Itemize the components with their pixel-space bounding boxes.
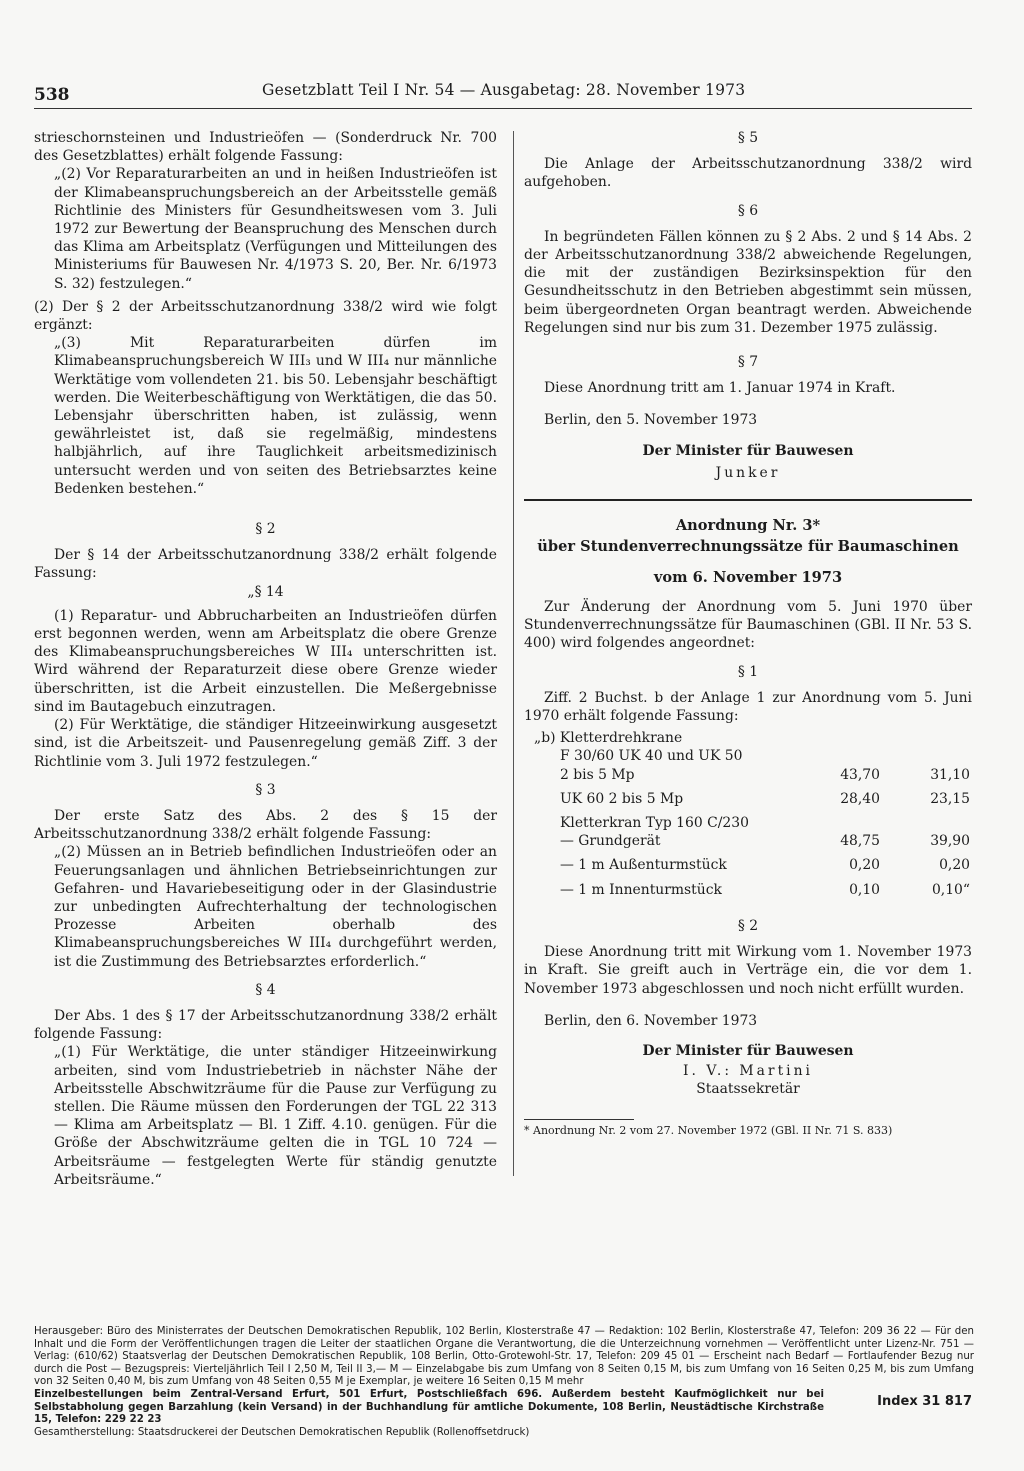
paragraph: Ziff. 2 Buchst. b der Anlage 1 zur Anordnung vom 5. Juni 1970 erhält folgende Fassung: [524, 689, 972, 725]
section-heading: § 2 [737, 917, 759, 934]
imprint-printer: Gesamtherstellung: Staatsdruckerei der Deutschen Demokratischen Republik (Rollenoffsetdruck) [34, 1426, 530, 1438]
imprint [34, 1326, 974, 1439]
table-row [534, 808, 970, 832]
table-row [534, 850, 970, 874]
page-number: 538 [34, 85, 70, 105]
section-heading: „§ 14 [247, 583, 284, 600]
date-line: Berlin, den 5. November 1973 [544, 412, 758, 429]
signatory-title: Der Minister für Bauwesen [642, 1042, 854, 1059]
footnote: * Anordnung Nr. 2 vom 27. November 1972 (GBl. II Nr. 71 S. 833) [524, 1123, 893, 1137]
section-heading: § 5 [737, 130, 759, 146]
table-cell: 28,40 [840, 790, 880, 807]
footnote-rule [524, 1119, 634, 1120]
table-cell: 23,15 [930, 790, 970, 807]
table-row [534, 729, 970, 747]
section-rule [524, 499, 972, 501]
page-header-title: Gesetzblatt Teil I Nr. 54 — Ausgabetag: 28. November 1973 [262, 81, 746, 99]
section-heading: § 2 [255, 521, 276, 538]
table-row [534, 784, 970, 808]
rates-table [534, 729, 970, 899]
quoted-paragraph: „(2) Vor Reparaturarbeiten an und in heißen Industrieöfen ist der Klimabeanspruchungsbereich an der Arbeitsstelle gemäß Richtlinie des Ministers für Gesundheitswesen vom 3. Juli 1972 zur Bewertung der Beanspruchung des Menschen durch das Klima am Arbeitsplatz (Verfügungen und Mitteilungen des Ministeriums für Bauwesen Nr. 4/1973 S. 20, Ber. Nr. 6/1973 S. 32) festzulegen.“ [54, 166, 497, 292]
ordinance-title: Anordnung Nr. 3* [675, 517, 821, 535]
quoted-paragraph: „(2) Müssen an in Betrieb befindlichen Industrieöfen oder an Feuerungsanlagen und ähnlichen Betriebseinrichtungen zur Gefahren- und Havariebeseitigung oder in der Glasindustrie zur unbedingten Aufrechterhaltung der technologischen Prozesse Arbeiten oberhalb des Klimabeanspruchungsbereiches W III₄ durchgeführt werden, ist die Zustimmung des Betriebsarztes erforderlich.“ [54, 844, 497, 970]
imprint-orders: Einzelbestellungen beim Zentral-Versand Erfurt, 501 Erfurt, Postschließfach 696. Außerdem besteht Kaufmöglichkeit nur bei Selbstabholung gegen Barzahlung (kein Versand) in der Buchhandlung für amtliche Dokumente, 108 Berlin, Neustädtische Kirchstraße 15, Telefon: 229 22 23 [34, 1388, 824, 1426]
table-cell: 0,10“ [931, 881, 970, 898]
paragraph: Diese Anordnung tritt am 1. Januar 1974 in Kraft. [544, 380, 896, 397]
section-heading: § 6 [737, 202, 759, 219]
table-row [534, 766, 970, 784]
paragraph: Der § 14 der Arbeitsschutzanordnung 338/2 erhält folgende Fassung: [34, 547, 497, 582]
table-cell: Kletterkran Typ 160 C/230 [560, 815, 749, 832]
section-heading: § 3 [255, 781, 276, 798]
paragraph: In begründeten Fällen können zu § 2 Abs. 2 und § 14 Abs. 2 der Arbeitsschutzanordnung 338/2 abweichende Regelungen, die mit der zuständigen Bezirksinspektion für den Gesundheitsschutz in den Betrieben abgestimmt sein müssen, beim übergeordneten Organ beantragt werden. Abweichende Regelungen sind nur bis zum 31. Dezember 1975 zulässig. [524, 228, 972, 336]
paragraph: (1) Reparatur- und Abbrucharbeiten an Industrieöfen dürfen erst begonnen werden, wenn am Arbeitsplatz die obere Grenze des Klimabeanspruchungsbereiches W III₄ unterschritten ist. Wird während der Reparaturzeit diese obere Grenze wieder überschritten, ist die Arbeit einzustellen. Die Meßergebnisse sind im Bautagebuch einzutragen. [34, 607, 497, 715]
ordinance-date: vom 6. November 1973 [653, 569, 843, 587]
table-cell: — Grundgerät [560, 833, 661, 850]
table-cell: „b) Kletterdrehkrane [534, 730, 683, 747]
table-cell: — 1 m Innenturmstück [560, 881, 722, 898]
header-rule [34, 108, 972, 109]
section-heading: § 7 [737, 354, 759, 371]
index-number: Index 31 817 [877, 1394, 972, 1409]
table-row [534, 875, 970, 899]
left-column [34, 129, 497, 1189]
table-cell: 43,70 [840, 766, 880, 783]
column-divider [513, 131, 514, 1176]
paragraph: Zur Änderung der Anordnung vom 5. Juni 1970 über Stundenverrechnungssätze für Baumaschinen (GBl. II Nr. 53 S. 400) wird folgendes angeordnet: [524, 599, 972, 652]
section-heading: § 4 [255, 981, 276, 998]
table-cell: — 1 m Außenturmstück [560, 857, 727, 874]
table-cell: 48,75 [840, 833, 880, 850]
table-row [534, 747, 970, 765]
quoted-paragraph: „(3) Mit Reparaturarbeiten dürfen im Klimabeanspruchungsbereich W III₃ und W III₄ nur männliche Werktätige vom vollendeten 21. bis 50. Lebensjahr beschäftigt werden. Die Weiterbeschäftigung von Werktätigen, die das 50. Lebensjahr überschritten haben, ist zulässig, wenn gewährleistet ist, daß sie regelmäßig, mindestens halbjährlich, auf ihre Tauglichkeit arbeitsmedizinisch untersucht werden und von seiten des Betriebsarztes keine Bedenken bestehen.“ [54, 335, 497, 497]
signatory-name: I. V.: Martini [683, 1063, 813, 1080]
table-cell: UK 60 2 bis 5 Mp [560, 790, 684, 807]
table-cell: 0,20 [849, 857, 880, 874]
paragraph: Der Abs. 1 des § 17 der Arbeitsschutzanordnung 338/2 erhält folgende Fassung: [34, 1007, 497, 1043]
signatory-name: Junker [715, 464, 781, 481]
table-cell: 0,10 [849, 881, 880, 898]
paragraph: (2) Der § 2 der Arbeitsschutzanordnung 338/2 wird wie folgt ergänzt: [34, 298, 497, 334]
date-line: Berlin, den 6. November 1973 [544, 1012, 758, 1029]
ordinance-subtitle: über Stundenverrechnungssätze für Baumaschinen [537, 538, 959, 556]
section-heading: § 1 [737, 663, 759, 680]
table-row [534, 832, 970, 850]
table-cell: 0,20 [939, 857, 970, 874]
table-cell: 31,10 [930, 766, 970, 783]
paragraph: strieschornsteinen und Industrieöfen — (Sonderdruck Nr. 700 des Gesetzblattes) erhält folgende Fassung: [34, 130, 497, 165]
signatory-role: Staatssekretär [696, 1081, 800, 1098]
paragraph: (2) Für Werktätige, die ständiger Hitzeeinwirkung ausgesetzt sind, ist die Arbeitszeit- und Pausenregelung gemäß Ziff. 3 der Richtlinie vom 3. Juli 1972 festzulegen.“ [34, 717, 497, 770]
table-cell: 2 bis 5 Mp [560, 766, 635, 783]
paragraph: Die Anlage der Arbeitsschutzanordnung 338/2 wird aufgehoben. [524, 156, 972, 191]
table-cell: F 30/60 UK 40 und UK 50 [560, 748, 743, 765]
imprint-publisher: Herausgeber: Büro des Ministerrates der Deutschen Demokratischen Republik, 102 Berlin, Klosterstraße 47 — Redaktion: 102 Berlin, Klosterstraße 47, Telefon: 209 36 22 — Für den Inhalt und die Form der Veröffentlichungen tragen die Leiter der staatlichen Organe die Verantwortung, die die Unterzeichnung vornehmen — Veröffentlicht unter Lizenz-Nr. 751 — Verlag: (610/62) Staatsverlag der Deutschen Demokratischen Republik, 108 Berlin, Otto-Grotewohl-Str. 17, Telefon: 209 45 01 — Erscheint nach Bedarf — Fortlaufender Bezug nur durch die Post — Bezugspreis: Vierteljährlich Teil I 2,50 M, Teil II 3,— M — Einzelabgabe bis zum Umfang von 8 Seiten 0,15 M, bis zum Umfang von 16 Seiten 0,25 M, bis zum Umfang von 32 Seiten 0,40 M, bis zum Umfang von 48 Seiten 0,55 M je Exemplar, je weitere 16 Seiten 0,15 M mehr [34, 1326, 974, 1388]
signatory-title: Der Minister für Bauwesen [642, 442, 854, 459]
quoted-paragraph: „(1) Für Werktätige, die unter ständiger Hitzeeinwirkung arbeiten, sind vom Industriebetrieb in nächster Nähe der Arbeitsstelle Abschwitzräume für die Pause zur Verfügung zu stellen. Die Räume müssen den Forderungen der TGL 22 313 — Klima am Arbeitsplatz — Bl. 1 Ziff. 4.10. genügen. Für die Größe der Abschwitzräume gelten die in TGL 10 724 — Arbeitsräume — festgelegten Werte für ständig genutzte Arbeitsräume.“ [54, 1044, 497, 1188]
paragraph: Diese Anordnung tritt mit Wirkung vom 1. November 1973 in Kraft. Sie greift auch in Verträge ein, die vor dem 1. November 1973 abgeschlossen und noch nicht erfüllt wurden. [524, 944, 972, 997]
table-cell: 39,90 [930, 833, 970, 850]
paragraph: Der erste Satz des Abs. 2 des § 15 der Arbeitsschutzanordnung 338/2 erhält folgende Fassung: [34, 807, 497, 843]
right-column [524, 129, 972, 1138]
